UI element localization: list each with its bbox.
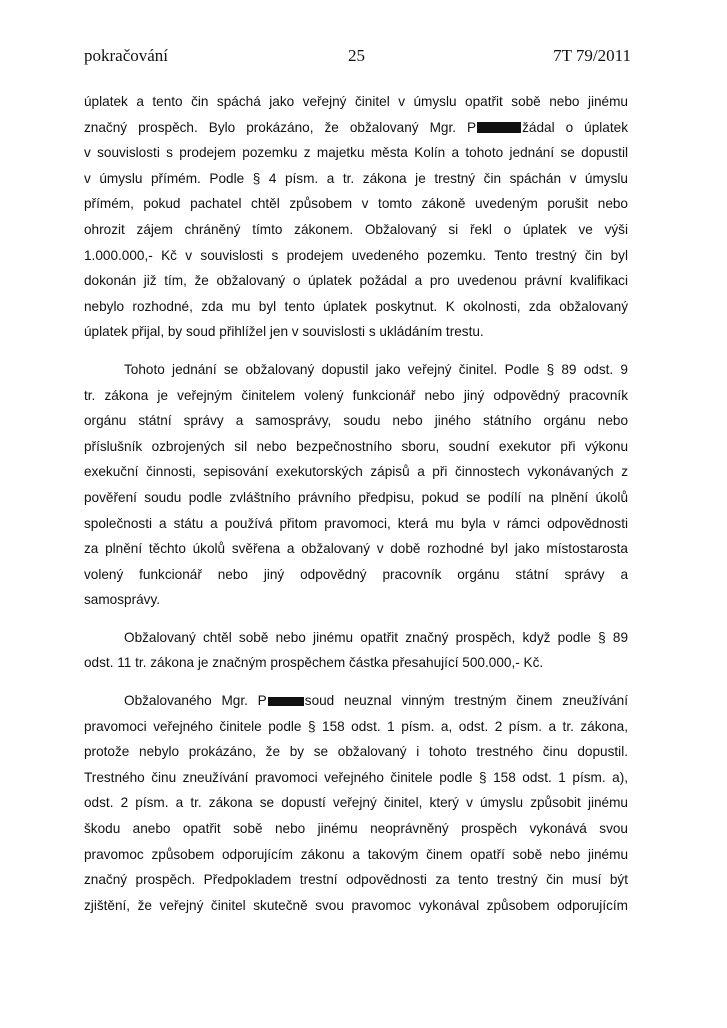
text-line: za plnění těchto úkolů svěřena a obžalovaný v době rozhodné byl jako místostarosta bbox=[84, 541, 628, 557]
text-line: volený funkcionář nebo jiný odpovědný pracovník orgánu státní správy a bbox=[84, 566, 628, 582]
text-line: nebylo rozhodné, zda mu byl tento úplatek poskytnut. K okolnosti, zda obžalovaný bbox=[84, 298, 628, 314]
header-continuation: pokračování bbox=[84, 46, 169, 65]
text-line: společnosti a státu a používá přitom pravomoci, která mu byla v rámci odpovědnosti bbox=[84, 515, 628, 531]
text-line: úplatek a tento čin spáchá jako veřejný činitel v úmyslu opatřit sobě nebo jinému bbox=[84, 94, 628, 109]
text-line: 1.000.000,- Kč v souvislosti s prodejem uvedeného pozemku. Tento trestný čin byl bbox=[84, 247, 628, 263]
text-line: Trestného činu zneužívání pravomoci veřejného činitele podle § 158 odst. 1 písm. a), bbox=[84, 769, 628, 785]
page-number: 25 bbox=[348, 46, 365, 65]
paragraph-3 bbox=[84, 625, 628, 676]
text-line: značný prospěch. Bylo prokázáno, že obžalovaný Mgr. P žádal o úplatek bbox=[84, 119, 628, 135]
text-line: samosprávy. bbox=[84, 592, 161, 608]
page-header bbox=[84, 46, 631, 70]
text-line: pověření soudu podle zvláštního právního předpisu, pokud se podílí na plnění úkolů bbox=[84, 489, 628, 505]
text-line: dokonán již tím, že obžalovaný o úplatek požádal a pro uvedenou právní kvalifikaci bbox=[84, 273, 628, 289]
text-line: škodu anebo opatřit sobě nebo jinému neoprávněný prospěch vykonává svou bbox=[84, 821, 628, 837]
text-line: přímém, pokud pachatel chtěl způsobem v tomto zákoně uvedeným porušit nebo bbox=[84, 196, 628, 212]
text-line: odst. 2 písm. a tr. zákona se dopustí veřejný činitel, který v úmyslu způsobit jinému bbox=[84, 795, 628, 811]
text-line: tr. zákona je veřejným činitelem volený funkcionář nebo jiný odpovědný pracovník bbox=[84, 387, 628, 403]
text-line: Obžalovaného Mgr. P soud neuznal vinným trestným činem zneužívání bbox=[124, 693, 628, 709]
text-line: protože nebylo prokázáno, že by se obžalovaný i tohoto trestného činu dopustil. bbox=[84, 744, 628, 760]
paragraph-2 bbox=[84, 357, 628, 613]
text-line: orgánu státní správy a samosprávy, soudu nebo jiného státního orgánu nebo bbox=[84, 413, 628, 429]
case-number: 7T 79/2011 bbox=[553, 46, 631, 65]
text-line: exekuční činnosti, sepisování exekutorských zápisů a při činnostech vykonávaných z bbox=[84, 464, 628, 480]
text-line: ohrozit zájem chráněný tímto zákonem. Obžalovaný si řekl o úplatek ve výši bbox=[84, 221, 628, 237]
document-body bbox=[84, 89, 628, 918]
text-line: Obžalovaný chtěl sobě nebo jinému opatřit značný prospěch, když podle § 89 bbox=[124, 629, 628, 645]
text-line: v úmyslu přímém. Podle § 4 písm. a tr. zákona je trestný čin spáchán v úmyslu bbox=[84, 170, 628, 186]
text-line: pravomoci veřejného činitele podle § 158 odst. 1 písm. a, odst. 2 písm. a tr. zákona, bbox=[84, 718, 628, 734]
text-line: odst. 11 tr. zákona je značným prospěchem částka přesahující 500.000,- Kč. bbox=[84, 655, 544, 671]
text-line: v souvislosti s prodejem pozemku z majetku města Kolín a tohoto jednání se dopustil bbox=[84, 145, 628, 161]
text-line: příslušník ozbrojených sil nebo bezpečnostního sboru, soudní exekutor při výkonu bbox=[84, 438, 628, 454]
text-line: značný prospěch. Předpokladem trestní odpovědnosti za tento trestný čin musí být bbox=[84, 872, 628, 888]
text-line: Tohoto jednání se obžalovaný dopustil jako veřejný činitel. Podle § 89 odst. 9 bbox=[124, 361, 628, 377]
redaction-mark bbox=[477, 122, 521, 133]
text-line: úplatek přijal, by soud přihlížel jen v souvislosti s ukládáním trestu. bbox=[84, 324, 484, 340]
text-line: zjištění, že veřejný činitel skutečně svou pravomoc vykonával způsobem odporujícím bbox=[84, 897, 628, 913]
paragraph-1 bbox=[84, 89, 628, 345]
text-line: pravomoc způsobem odporujícím zákonu a takovým činem opatří sobě nebo jinému bbox=[84, 846, 628, 862]
redaction-mark bbox=[268, 697, 304, 706]
paragraph-4 bbox=[84, 688, 628, 918]
